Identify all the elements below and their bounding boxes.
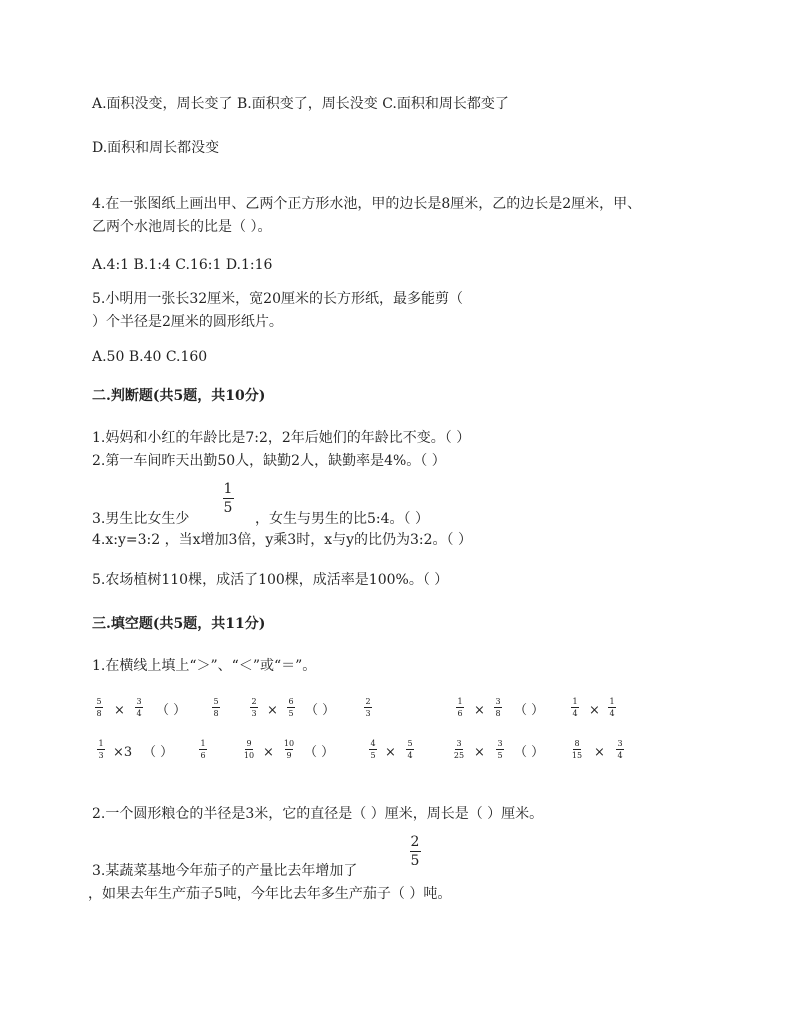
symbol-r2-7: × xyxy=(594,745,605,760)
section3-title: 三.填空题(共5题，共11分) xyxy=(92,616,266,632)
fraction-r1-1-numerator: 3 xyxy=(136,697,142,706)
fraction-r1-9 xyxy=(607,697,617,718)
fraction-r2-9 xyxy=(615,739,625,760)
symbol-r2-3: （ ） xyxy=(304,745,335,760)
fraction-r1-9-numerator: 1 xyxy=(609,697,615,706)
fraction-r2-6 xyxy=(454,739,464,760)
fraction-r2-5-numerator: 5 xyxy=(407,739,413,748)
symbol-r2-6: （ ） xyxy=(514,745,545,760)
symbol-r1-4: × xyxy=(474,703,485,718)
fraction-r1-5-denominator: 3 xyxy=(365,709,371,718)
fraction-r1-7-numerator: 3 xyxy=(495,697,501,706)
fraction-r1-9-denominator: 4 xyxy=(609,709,615,718)
fraction-r1-8-denominator: 4 xyxy=(572,709,578,718)
fraction-r2-4-numerator: 4 xyxy=(370,739,376,748)
fraction-r2-2-denominator: 10 xyxy=(243,751,255,760)
tf-question-2: 2.第一车间昨天出勤50人，缺勤2人，缺勤率是4%。（ ） xyxy=(92,453,446,469)
fraction-r1-4 xyxy=(286,697,296,718)
tf-question-3-pre: 3.男生比女生少 xyxy=(92,511,190,527)
fill-question-3-line1: 3.某蔬菜基地今年茄子的产量比去年增加了 xyxy=(92,863,358,879)
fraction-r2-1 xyxy=(198,739,208,760)
tf-question-3-post: ，女生与男生的比5:4。（ ） xyxy=(255,511,429,527)
fraction-r2-5-denominator: 4 xyxy=(407,751,413,760)
fraction-r2-0 xyxy=(96,739,106,760)
symbol-r2-5: × xyxy=(474,745,485,760)
fraction-r2-7-denominator: 5 xyxy=(497,751,503,760)
fraction-r2-1-numerator: 1 xyxy=(200,739,206,748)
symbol-r1-2: × xyxy=(267,703,278,718)
fill3-fraction-denominator: 5 xyxy=(410,853,420,869)
fraction-r2-4-denominator: 5 xyxy=(370,751,376,760)
fill3-fraction xyxy=(408,835,422,868)
tf-question-4: 4.x:y=3:2 ，当x增加3倍，y乘3时，x与y的比仍为3:2。（ ） xyxy=(92,532,472,548)
fraction-r2-8-denominator: 15 xyxy=(571,751,583,760)
symbol-r2-0: ×3 xyxy=(113,745,133,760)
fraction-r2-3-denominator: 9 xyxy=(286,751,292,760)
fraction-r1-8-numerator: 1 xyxy=(572,697,578,706)
symbol-r1-3: （ ） xyxy=(305,703,336,718)
tf-question-5: 5.农场植树110棵，成活了100棵，成活率是100%。（ ） xyxy=(92,572,449,588)
symbol-r2-1: （ ） xyxy=(143,745,174,760)
fraction-r1-4-numerator: 6 xyxy=(288,697,294,706)
fraction-r1-6 xyxy=(455,697,465,718)
symbol-r1-1: （ ） xyxy=(156,703,187,718)
fraction-r2-8-numerator: 8 xyxy=(574,739,580,748)
fraction-r1-2-numerator: 5 xyxy=(213,697,219,706)
symbol-r2-4: × xyxy=(385,745,396,760)
fraction-r1-0-denominator: 8 xyxy=(96,709,102,718)
fraction-r2-7-numerator: 3 xyxy=(497,739,503,748)
fraction-r1-8 xyxy=(570,697,580,718)
fill3-fraction-numerator: 2 xyxy=(410,834,420,850)
fraction-r2-1-denominator: 6 xyxy=(200,751,206,760)
fraction-r2-6-numerator: 3 xyxy=(456,739,462,748)
tf-question-1: 1.妈妈和小红的年龄比是7:2，2年后她们的年龄比不变。（ ） xyxy=(92,430,471,446)
fraction-r1-0-numerator: 5 xyxy=(96,697,102,706)
fraction-r2-7 xyxy=(495,739,505,760)
fraction-r2-0-numerator: 1 xyxy=(98,739,104,748)
fraction-r1-2-denominator: 8 xyxy=(213,709,219,718)
fraction-r2-0-denominator: 3 xyxy=(98,751,104,760)
fraction-r2-6-denominator: 25 xyxy=(453,751,465,760)
q4-line2: 乙两个水池周长的比是（ ）。 xyxy=(92,219,272,235)
fraction-r2-2 xyxy=(244,739,254,760)
q5-options: A.50 B.40 C.160 xyxy=(92,349,208,365)
q3-options-line1: A.面积没变，周长变了 B.面积变了，周长没变 C.面积和周长都变了 xyxy=(92,96,509,112)
fraction-r1-1 xyxy=(134,697,144,718)
fraction-r1-7 xyxy=(493,697,503,718)
fraction-r1-6-numerator: 1 xyxy=(457,697,463,706)
fill-question-1: 1.在横线上填上“＞”、“＜”或“＝”。 xyxy=(92,658,317,674)
tf3-fraction-numerator: 1 xyxy=(223,481,233,497)
fraction-r2-9-numerator: 3 xyxy=(617,739,623,748)
section2-title: 二.判断题(共5题，共10分) xyxy=(92,388,266,404)
fraction-r1-2 xyxy=(211,697,221,718)
fraction-r1-5-numerator: 2 xyxy=(365,697,371,706)
fraction-r1-0 xyxy=(94,697,104,718)
fraction-r2-3-numerator: 10 xyxy=(283,739,295,748)
tf3-fraction-denominator: 5 xyxy=(223,500,233,516)
fraction-r1-6-denominator: 6 xyxy=(457,709,463,718)
fraction-r2-2-numerator: 9 xyxy=(246,739,252,748)
fill-question-2: 2.一个圆形粮仓的半径是3米，它的直径是（ ）厘米，周长是（ ）厘米。 xyxy=(92,806,544,822)
fraction-r1-1-denominator: 4 xyxy=(136,709,142,718)
fraction-r1-3 xyxy=(249,697,259,718)
symbol-r1-5: （ ） xyxy=(514,703,545,718)
symbol-r2-2: × xyxy=(263,745,274,760)
q3-options-line2: D.面积和周长都没变 xyxy=(92,140,220,156)
fraction-r1-4-denominator: 5 xyxy=(288,709,294,718)
q5-line2: ）个半径是2厘米的圆形纸片。 xyxy=(92,314,283,330)
q4-options: A.4:1 B.1:4 C.16:1 D.1:16 xyxy=(92,257,273,273)
fraction-r2-9-denominator: 4 xyxy=(617,751,623,760)
fraction-r2-3 xyxy=(284,739,294,760)
fraction-r2-4 xyxy=(368,739,378,760)
fraction-r2-8 xyxy=(572,739,582,760)
fraction-r1-5 xyxy=(363,697,373,718)
tf3-fraction xyxy=(221,482,235,515)
fraction-r1-3-denominator: 3 xyxy=(251,709,257,718)
fraction-r1-7-denominator: 8 xyxy=(495,709,501,718)
q4-line1: 4.在一张图纸上画出甲、乙两个正方形水池，甲的边长是8厘米，乙的边长是2厘米，甲、 xyxy=(92,196,642,212)
symbol-r1-6: × xyxy=(589,703,600,718)
fraction-r2-5 xyxy=(405,739,415,760)
q5-line1: 5.小明用一张长32厘米，宽20厘米的长方形纸，最多能剪（ xyxy=(92,291,463,307)
symbol-r1-0: × xyxy=(114,703,125,718)
fraction-r1-3-numerator: 2 xyxy=(251,697,257,706)
fill-question-3-line2: ，如果去年生产茄子5吨，今年比去年多生产茄子（ ）吨。 xyxy=(88,886,452,902)
